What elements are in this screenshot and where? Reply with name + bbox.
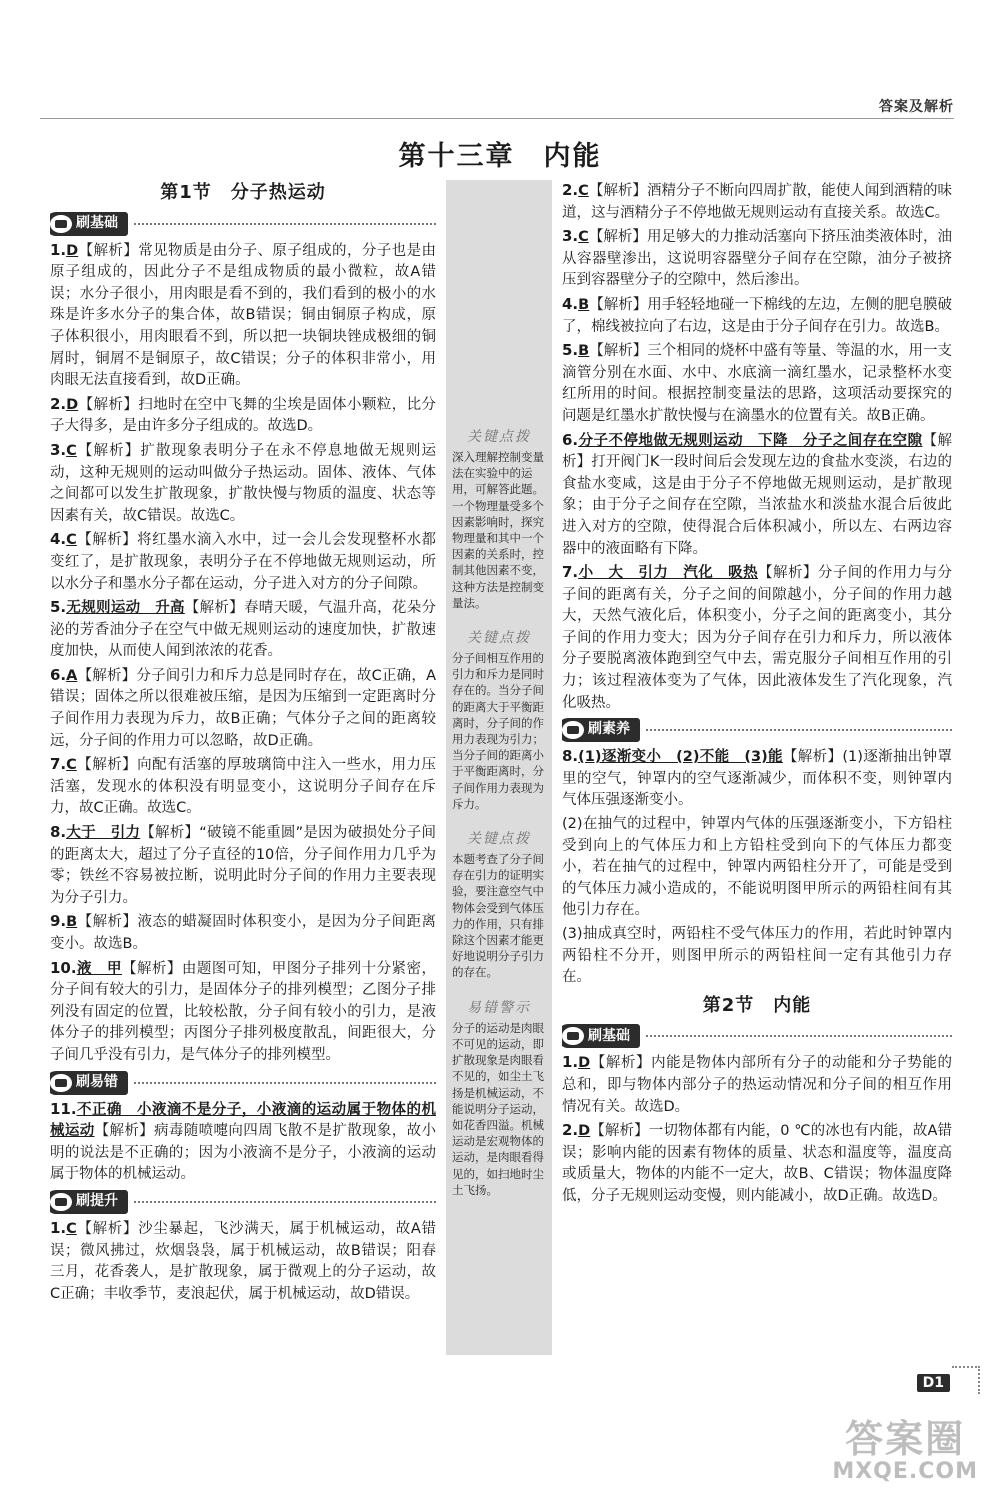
q-label: 【解析】 [589, 296, 648, 313]
q-number: 1. [562, 1053, 579, 1072]
badge-basic [50, 212, 128, 236]
q-number: 5. [50, 598, 67, 617]
q-number: 7. [50, 755, 67, 774]
q-label: 【解析】 [562, 432, 952, 471]
q-label: 【解析】 [588, 229, 647, 246]
q-label: 【解析】 [76, 532, 138, 549]
q-explanation: 病毒随喷嚏向四周飞散不是扩散现象，故小明的说法是不正确的；因为小液滴不是分子，小液滴的运动属于物体的机械运动。 [50, 1123, 436, 1183]
q-answer: (1)逐渐变小 (2)不能 (3)能 [578, 749, 783, 766]
q-label: 【解析】 [782, 749, 843, 766]
badge-row-errors [50, 1071, 436, 1095]
badge-section2-basic [562, 1024, 640, 1048]
badge-basic-label: 刷基础 [76, 214, 118, 231]
q-number: 6. [562, 430, 579, 449]
badge-errors [50, 1071, 128, 1095]
answer-q6 [50, 665, 436, 752]
badge-section2-label: 刷基础 [588, 1027, 630, 1044]
q-label: 【解析】 [76, 442, 141, 459]
q-answer: 无规则运动 升高 [66, 600, 185, 617]
q-number: 5. [562, 341, 579, 360]
s2-answer-q1 [562, 1052, 952, 1118]
q-number: 8. [50, 823, 67, 842]
q-answer: B [66, 914, 78, 931]
dotted-rule [646, 729, 952, 731]
answer-q9 [50, 911, 436, 955]
q-number: 4. [50, 530, 67, 549]
q-explanation: 春晴天暖，气温升高，花朵分泌的芳香油分子在空气中做无规则运动的速度加快，扩散速度加快，从而使人闻到浓浓的花香。 [50, 600, 436, 660]
q-explanation: 扩散现象表明分子在永不停息地做无规则运动，这种无规则的运动叫做分子热运动。固体、液体、气体之间都可以发生扩散现象，扩散快慢与物质的温度、状态等因素有关，故C错误。故选C。 [50, 442, 436, 524]
q-label: 【解析】 [78, 242, 139, 259]
tips-sidebar [446, 180, 552, 1355]
book-icon [562, 721, 584, 739]
badge-improve [50, 1190, 128, 1214]
watermark-url: MXQE.COM [832, 1459, 978, 1484]
q-number: 1. [50, 240, 67, 259]
q-answer: C [66, 757, 77, 774]
q-number: 10. [50, 958, 77, 977]
q-number: 9. [50, 912, 67, 931]
s2-answer-q2 [562, 1120, 952, 1207]
answer-q7b [562, 562, 952, 714]
answer-q1 [50, 240, 436, 392]
badge-literacy-label: 刷素养 [588, 721, 630, 738]
q-answer: B [578, 343, 590, 360]
q-answer: D [578, 1055, 591, 1072]
answer-q3 [50, 440, 436, 527]
q-answer: 大于 引力 [66, 825, 141, 842]
tip-title: 关键点拨 [467, 630, 531, 647]
q-label: 【解析】 [758, 565, 818, 582]
q-number: 7. [562, 563, 579, 582]
q-explanation: 一切物体都有内能，0 ℃的冰也有内能，故A错误；影响内能的因素有物体的质量、状态和温度等，温度高或质量大，物体的内能不一定大，故B、C错误；物体温度降低，分子无规则运动变慢，则内能减小，故D正确。故选D。 [562, 1123, 952, 1204]
q-explanation: 打开阀门K一段时间后会发现左边的食盐水变淡，右边的食盐水变咸，这是由于分子不停地做无规则运动，是扩散现象；由于分子之间存在空隙，当浓盐水和淡盐水混合后彼此进入对方的空隙，使得混合后体积减小，所以左、右两边容器中的液面略有下降。 [562, 454, 952, 557]
answer-q4 [50, 529, 436, 595]
section2-title: 第2节 内能 [702, 994, 812, 1016]
q-label: 【解析】 [76, 1220, 139, 1237]
answer-q5b [562, 340, 952, 427]
badge-row-section2 [562, 1024, 952, 1048]
tip-title: 易错警示 [467, 999, 531, 1016]
q-explanation: 沙尘暴起，飞沙满天，属于机械运动，故A错误；微风拂过，炊烟袅袅，属于机械运动，故B错误；阳春三月，花香袭人，是扩散现象，属于微观上的分子运动，故C正确；丰收季节，麦浪起伏，属于机械运动，故D错误。 [50, 1220, 436, 1302]
q-explanation: 酒精分子不断向四周扩散，能使人闻到酒精的味道，这与酒精分子不停地做无规则运动有直接关系。故选C。 [562, 183, 952, 221]
q-label: 【解析】 [590, 1055, 652, 1072]
q-answer: C [66, 442, 77, 459]
q-explanation: 向配有活塞的厚玻璃筒中注入一些水，用力压活塞，发现水的体积没有明显变小，这说明分子间存在斥力，故C正确。故选C。 [50, 757, 436, 817]
q-number: 3. [50, 440, 67, 459]
answer-q2b [562, 180, 952, 224]
q-explanation: 分子间引力和斥力总是同时存在，故C正确，A错误；固体之所以很难被压缩，是因为压缩到一定距离时分子间作用力表现为斥力，故B正确；气体分子之间的距离较远，分子间的作用力可以忽略，故D正确。 [50, 667, 436, 749]
q-answer: C [66, 532, 77, 549]
q-answer: B [578, 296, 590, 313]
q-explanation: 液态的蜡凝固时体积变小，是因为分子间距离变小。故选B。 [50, 914, 436, 952]
q-number: 2. [50, 394, 67, 413]
q-label: 【解析】 [77, 914, 138, 931]
tip-text: 分子的运动是肉眼不可见的运动，即扩散现象是肉眼看不见的，如尘土飞扬是机械运动，不能说明分子运动，如花香四溢。机械运动是宏观物体的运动，是肉眼看得见的，如扫地时尘土飞扬。 [452, 1020, 544, 1197]
q-answer: D [66, 242, 79, 259]
q-answer: D [66, 396, 79, 413]
q-label: 【解析】 [140, 825, 200, 842]
dotted-rule [646, 1035, 952, 1037]
answer-q8b-part2: (2)在抽气的过程中，钟罩内气体的压强逐渐变小，下方铅柱受到向上的气体压力和上方铅柱受到向下的气体压力都变小，若在抽气的过程中，钟罩内两铅柱分开了，可能是受到的气体压力减小造成的，不能说明图甲所示的两铅柱间有其他引力存在。 [562, 816, 952, 919]
q-number: 2. [562, 181, 579, 199]
answer-q8b-part3: (3)抽成真空时，两铅柱不受气体压力的作用，若此时钟罩内两铅柱不分开，则图甲所示的两铅柱间一定有其他引力存在。 [562, 926, 952, 986]
tip-title: 关键点拨 [467, 429, 531, 445]
answer-q8b [562, 746, 952, 812]
dotted-rule [134, 1201, 436, 1203]
section1-title: 第1节 分子热运动 [160, 182, 326, 203]
badge-row-literacy [562, 718, 952, 742]
q-label: 【解析】 [78, 396, 139, 413]
q-number: 11. [50, 1099, 77, 1118]
answer-q7 [50, 754, 436, 820]
page-number: D1 [917, 1374, 950, 1392]
q-number: 8. [562, 747, 579, 766]
tip-title: 关键点拨 [467, 831, 531, 848]
q-explanation: 常见物质是由分子、原子组成的，分子也是由原子组成的，因此分子不是组成物质的最小微粒，故A错误；水分子很小，用肉眼是看不到的，我们看到的极小的水珠是许多水分子的集合体，故B错误；铜由铜原子构成，原子体积很小，用肉眼看不到，所以把一块铜块锉成极细的铜屑时，铜屑不是铜原子，故C错误；分子的体积非常小，用肉眼无法直接看到，故D正确。 [50, 242, 436, 389]
right-column [562, 180, 952, 1370]
answer-q2 [50, 394, 436, 438]
q-answer: 小 大 引力 汽化 吸热 [578, 565, 759, 582]
book-icon [50, 1074, 72, 1092]
sidebar-spacer [446, 180, 552, 420]
q-explanation: (1)逐渐抽出钟罩里的空气，钟罩内的空气逐渐减少，而体积不变，则钟罩内气体压强逐渐变小。 [562, 749, 952, 809]
left-column [50, 180, 436, 1370]
q-explanation: “破镜不能重圆”是因为破损处分子间的距离太大，超过了分子直径的10倍，分子间作用力几乎为零；铁丝不容易被拉断，说明此时分子间的作用力主要表现为分子引力。 [50, 825, 436, 906]
q-label: 【解析】 [184, 600, 244, 617]
q-label: 【解析】 [77, 667, 137, 684]
answer-q11 [50, 1099, 436, 1186]
q-number: 4. [562, 294, 579, 313]
badge-literacy [562, 718, 640, 742]
tip-box-3 [446, 822, 552, 985]
q-explanation: 将红墨水滴入水中，过一会儿会发现整杯水都变红了，是扩散现象，表明分子在不停地做无规则运动，所以水分子和墨水分子都在运动，分子进入对方的分子间隙。 [50, 532, 436, 592]
answer-q6b [562, 430, 952, 561]
q-answer: C [66, 1220, 77, 1237]
book-icon [562, 1027, 584, 1045]
badge-errors-label: 刷易错 [76, 1073, 118, 1090]
answer-q4b [562, 294, 952, 338]
q-explanation: 由题图可知，甲图分子排列十分紧密，分子间有较大的引力，是固体分子的排列模型；乙图分子排列没有固定的位置，比较松散，分子间有较小的引力，是液体分子的排列模型；丙图分子排列极度散乱，间距很大，分子间几乎没有引力，是气体分子的排列模型。 [50, 960, 436, 1063]
q-label: 【解析】 [589, 343, 648, 360]
q-answer: A [66, 667, 78, 684]
dotted-rule [134, 223, 436, 225]
tip-text: 本题考查了分子间存在引力的证明实验，要注意空气中物体会受到气体压力的作用，只有排除这个因素才能更好地说明分子引力的存在。 [452, 852, 544, 980]
q-label: 【解析】 [588, 183, 647, 199]
answer-q5 [50, 597, 436, 663]
q-label: 【解析】 [590, 1123, 649, 1140]
q-label: 【解析】 [94, 1123, 155, 1140]
q-number: 6. [50, 665, 67, 684]
q-answer: C [578, 183, 589, 199]
chapter-title: 第十三章 内能 [398, 141, 602, 172]
q-number: 2. [562, 1121, 579, 1140]
q-explanation: 用手轻轻地碰一下棉线的左边，左侧的肥皂膜破了，棉线被拉向了右边，这是由于分子间存在引力。故选B。 [562, 296, 952, 335]
watermark-logo [832, 1408, 978, 1484]
dotted-rule [134, 1082, 436, 1084]
q-label: 【解析】 [121, 960, 182, 977]
header-tag: 答案及解析 [879, 99, 954, 115]
q-answer: 液 甲 [76, 960, 122, 977]
q-explanation: 分子间的作用力与分子间的距离有关，分子之间的间隙越小，分子间的作用力越大，天然气液化后，体积变小，分子之间的距离变小，其分子间的作用力变大；因为分子间存在引力和斥力，所以液体分子要脱离液体跑到空气中去，需克服分子间相互作用的引力；该过程液体变为了气体，因此液体发生了汽化现象，汽化吸热。 [562, 565, 952, 711]
answer-q1b [50, 1218, 436, 1305]
q-answer: C [578, 229, 589, 246]
q-explanation: 扫地时在空中飞舞的尘埃是固体小颗粒，比分子大得多，是由许多分子组成的。故选D。 [50, 396, 436, 435]
q-number: 1. [50, 1218, 67, 1237]
book-icon [50, 215, 72, 233]
tip-text: 分子间相互作用的引力和斥力是同时存在的。当分子间的距离大于平衡距离时，分子间的作用力表现为引力；当分子间的距离小于平衡距离时，分子间作用力表现为斥力。 [452, 651, 544, 811]
tip-box-1 [446, 420, 552, 615]
answer-q3b [562, 226, 952, 292]
badge-row-improve [50, 1190, 436, 1214]
answer-q10 [50, 958, 436, 1067]
q-explanation: 用足够大的力推动活塞向下挤压油类液体时，油从容器壁渗出，这说明容器壁分子间存在空隙，油分子被挤压到容器壁分子的空隙中，然后渗出。 [562, 229, 952, 289]
watermark-main: 答案圈 [845, 1417, 966, 1461]
q-explanation: 内能是物体内部所有分子的动能和分子势能的总和，即与物体内部分子的热运动情况和分子间的相互作用情况有关。故选D。 [562, 1055, 952, 1115]
corner-dots [952, 1366, 980, 1394]
tip-box-2 [446, 621, 552, 816]
q-number: 3. [562, 227, 579, 246]
book-icon [50, 1193, 72, 1211]
header-divider [40, 118, 954, 119]
q-label: 【解析】 [76, 757, 138, 774]
badge-row-basic [50, 212, 436, 236]
answer-q8 [50, 822, 436, 909]
tip-box-4 [446, 991, 552, 1202]
q-answer: D [578, 1123, 591, 1140]
badge-improve-label: 刷提升 [76, 1193, 118, 1210]
q-explanation: 三个相同的烧杯中盛有等量、等温的水，用一支滴管分别在水面、水中、水底滴一滴红墨水，记录整杯水变红所用的时间。根据控制变量法的思路，这项活动要探究的问题是红墨水扩散快慢与在滴墨水的位置有关。故B正确。 [562, 343, 952, 424]
q-answer: 不正确 小液滴不是分子，小液滴的运动属于物体的机械运动 [50, 1101, 436, 1140]
q-answer: 分子不停地做无规则运动 下降 分子之间存在空隙 [578, 432, 923, 449]
tip-text: 深入理解控制变量法在实验中的运用，可解答此题。一个物理量受多个因素影响时，探究物理量和其中一个因素的关系时，控制其他因素不变，这种方法是控制变量法。 [452, 450, 544, 610]
